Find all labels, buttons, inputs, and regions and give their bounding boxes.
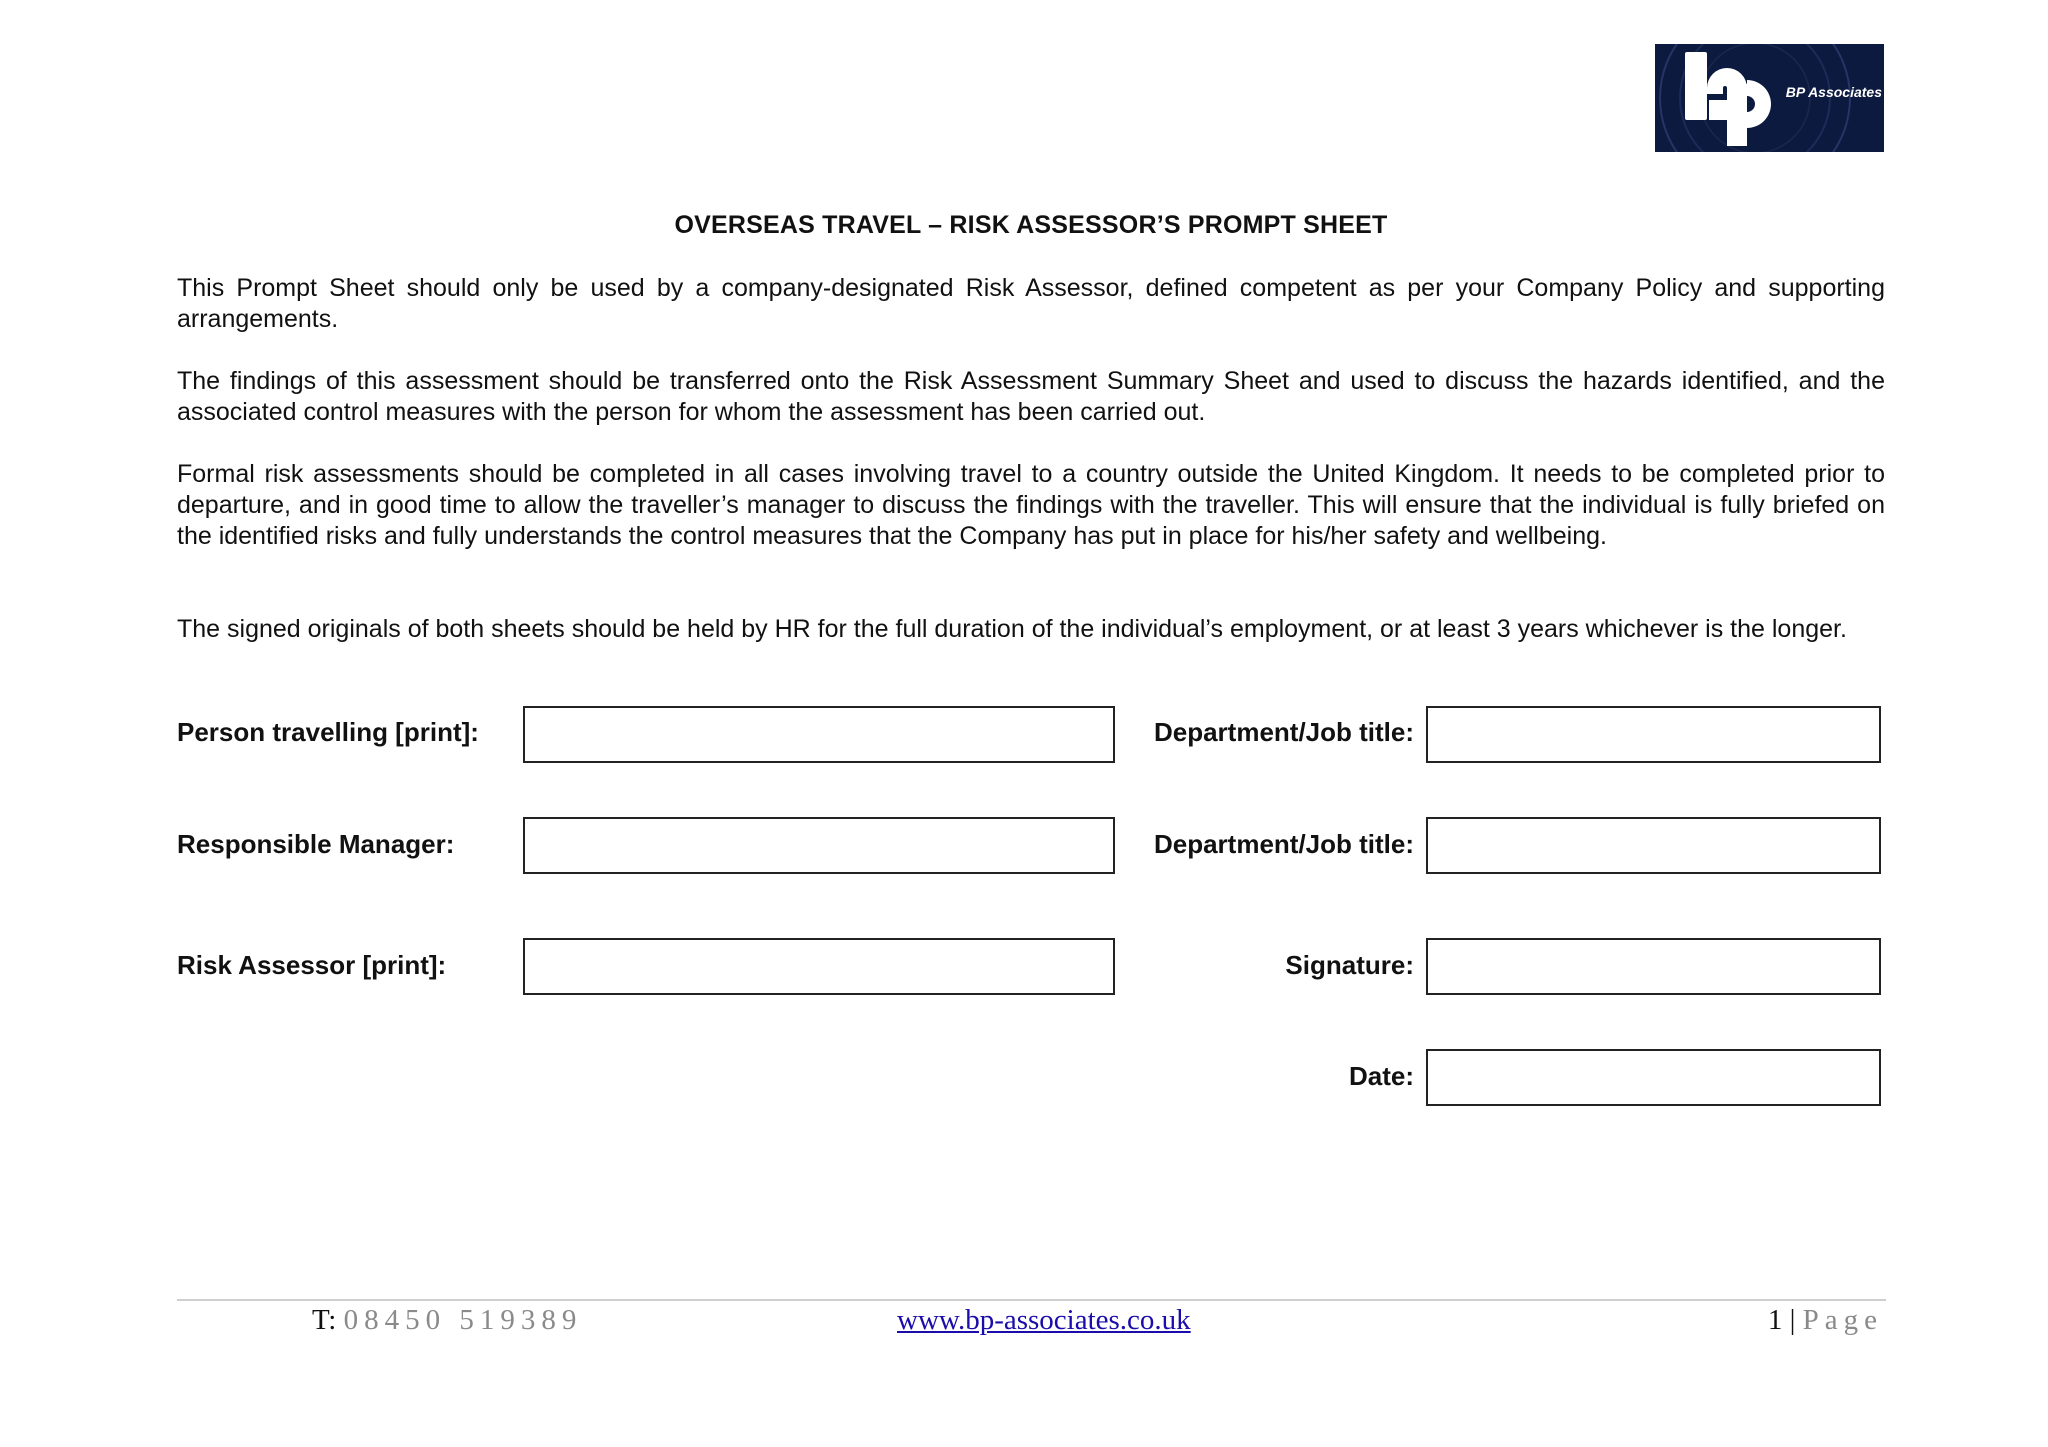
date-label: Date:: [1348, 1061, 1414, 1091]
footer-phone: [312, 1302, 582, 1338]
footer-divider: [177, 1299, 1886, 1301]
date-field[interactable]: [1426, 1049, 1881, 1106]
manager-department-label: Department/Job title:: [1153, 829, 1414, 859]
responsible-manager-field[interactable]: [523, 817, 1115, 874]
person-travelling-label: Person travelling [print]:: [177, 717, 479, 747]
phone-prefix: T:: [312, 1304, 337, 1336]
responsible-manager-label: Responsible Manager:: [177, 829, 455, 859]
phone-number: 08450 519389: [343, 1304, 583, 1336]
page-word: Page: [1802, 1304, 1883, 1336]
company-logo: [1655, 44, 1884, 152]
signature-field[interactable]: [1426, 938, 1881, 995]
website-link[interactable]: www.bp-associates.co.uk: [897, 1304, 1191, 1336]
page-indicator: [1768, 1302, 1883, 1338]
person-department-label: Department/Job title:: [1153, 717, 1414, 747]
signature-label: Signature:: [1285, 950, 1414, 980]
logo-text: BP Associates: [1785, 84, 1882, 100]
findings-paragraph: The findings of this assessment should be transferred onto the Risk Assessment Summary Sheet and used to discuss the hazards identified, and the associated control measures with the person for whom the assessment has been carried out.: [177, 367, 1885, 426]
page-number: 1: [1767, 1304, 1783, 1336]
person-travelling-field[interactable]: [523, 706, 1115, 763]
manager-department-field[interactable]: [1426, 817, 1881, 874]
retention-paragraph: The signed originals of both sheets should be held by HR for the full duration of the individual’s employment, or at least 3 years whichever is the longer.: [177, 615, 1847, 643]
risk-assessor-field[interactable]: [523, 938, 1115, 995]
formal-assessment-paragraph: Formal risk assessments should be completed in all cases involving travel to a country outside the United Kingdom. It needs to be completed prior to departure, and in good time to allow the traveller’s manager to discuss the findings with the traveller. This will ensure that the individual is fully briefed on the identified risks and fully understands the control measures that the Company has put in place for his/her safety and wellbeing.: [177, 460, 1885, 550]
page-separator: |: [1789, 1304, 1796, 1336]
person-department-field[interactable]: [1426, 706, 1881, 763]
page-title: OVERSEAS TRAVEL – RISK ASSESSOR’S PROMPT SHEET: [674, 211, 1388, 239]
risk-assessor-label: Risk Assessor [print]:: [177, 950, 447, 980]
intro-paragraph: This Prompt Sheet should only be used by a company-designated Risk Assessor, defined competent as per your Company Policy and supporting arrangements.: [177, 274, 1885, 333]
